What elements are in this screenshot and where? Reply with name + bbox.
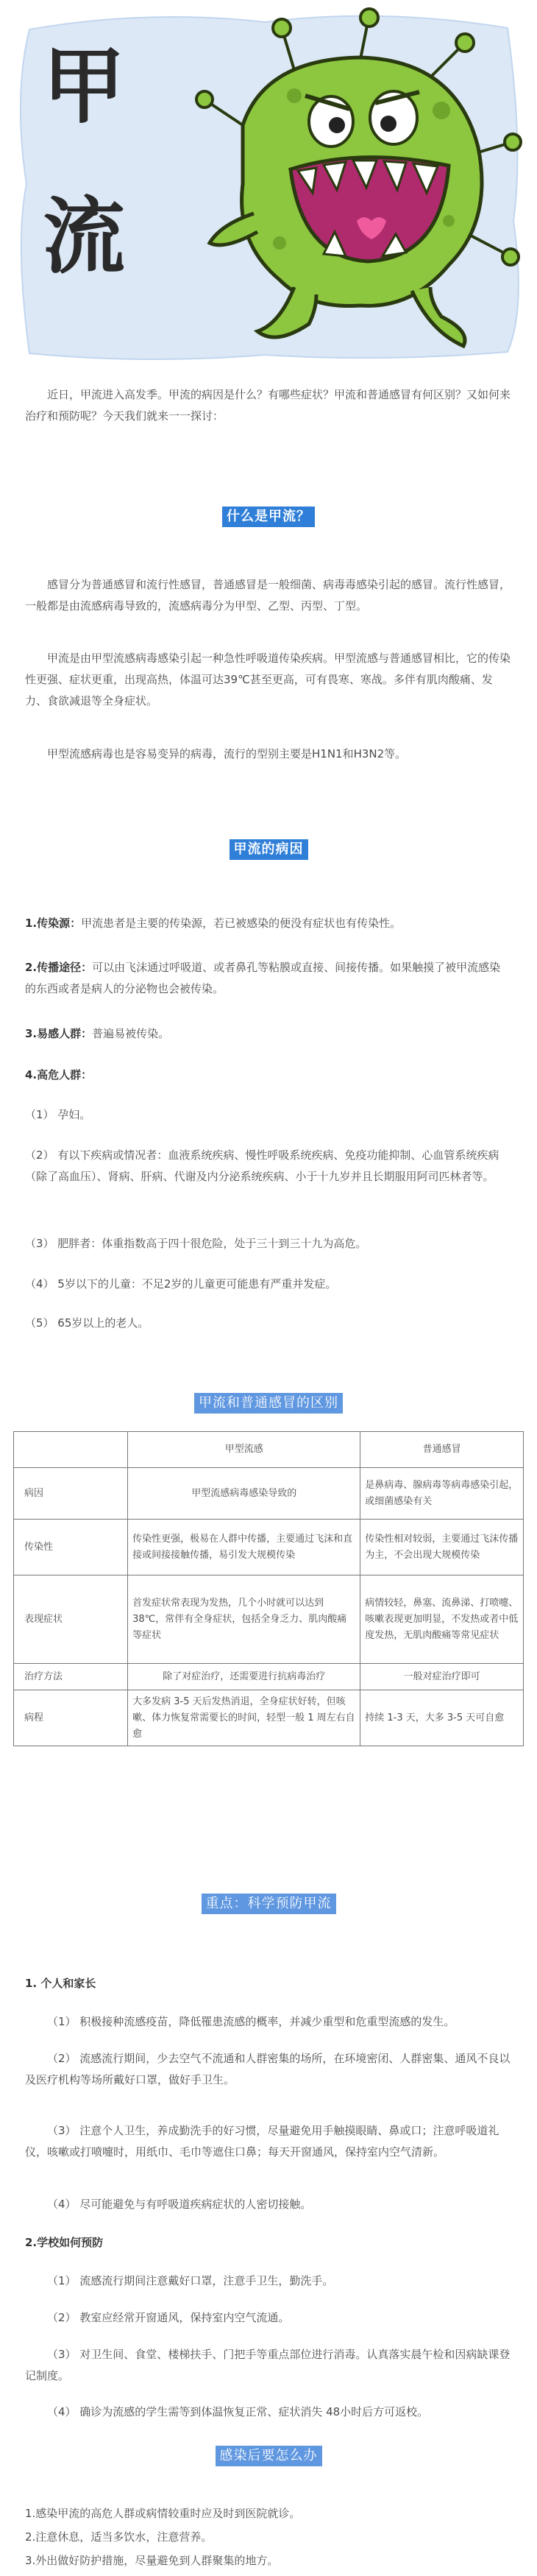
prevent-heading-1: 1. 个人和家长 bbox=[25, 1977, 96, 1990]
section-title: 甲流的病因 bbox=[230, 839, 308, 860]
after-item: 3.外出做好防护措施，尽量避免到人群聚集的地方。 bbox=[25, 2554, 279, 2567]
prevent-item: （2） 教室应经常开窗通风，保持室内空气流通。 bbox=[47, 2311, 290, 2324]
row-cold: 是鼻病毒、腺病毒等病毒感染引起，或细菌感染有关 bbox=[360, 1468, 524, 1520]
section-header-after bbox=[0, 2446, 537, 2466]
prevent-item: （4） 确诊为流感的学生需等到体温恢复正常、症状消失 48小时后方可返校。 bbox=[47, 2405, 429, 2418]
table-header-cold: 普通感冒 bbox=[360, 1432, 524, 1468]
cause-item-2 bbox=[25, 957, 511, 1000]
table-row bbox=[14, 1575, 524, 1664]
intro-paragraph: 近日，甲流进入高发季。甲流的病因是什么？有哪些症状？甲流和普通感冒有何区别？又如何来治疗和预防呢？今天我们就来一一探讨： bbox=[25, 388, 511, 423]
row-label: 病因 bbox=[14, 1468, 128, 1520]
cause-item-1 bbox=[25, 913, 511, 934]
row-label: 病程 bbox=[14, 1690, 128, 1746]
row-label: 传染性 bbox=[14, 1520, 128, 1575]
cause-item-4 bbox=[25, 1065, 511, 1086]
item-label: 1.传染源： bbox=[25, 917, 82, 930]
cause-item-3 bbox=[25, 1023, 511, 1045]
row-label: 表现症状 bbox=[14, 1575, 128, 1664]
row-cold: 病情较轻，鼻塞、流鼻涕、打喷嚏、咳嗽表现更加明显，不发热或者中低度发热，无肌肉酸痛等常见症状 bbox=[360, 1575, 524, 1664]
prevent-heading-2: 2.学校如何预防 bbox=[25, 2236, 104, 2249]
section-header-what bbox=[0, 507, 537, 527]
comparison-table bbox=[13, 1431, 524, 1746]
section-header-cause bbox=[0, 839, 537, 860]
prevent-item: （4） 尽可能避免与有呼吸道疾病症状的人密切接触。 bbox=[47, 2198, 312, 2211]
table-row bbox=[14, 1468, 524, 1520]
prevent-item: （2） 流感流行期间，少去空气不流通和人群密集的场所，在环境密闭、人群密集、通风不良以及医疗机构等场所戴好口罩，做好手卫生。 bbox=[25, 2052, 511, 2086]
row-label: 治疗方法 bbox=[14, 1664, 128, 1690]
section-title: 什么是甲流？ bbox=[222, 507, 315, 527]
prevent-item: （3） 注意个人卫生，养成勤洗手的好习惯，尽量避免用手触摸眼睛、鼻或口；注意呼吸道礼仪，咳嗽或打喷嚏时，用纸巾、毛巾等遮住口鼻；每天开窗通风，保持室内空气清新。 bbox=[25, 2124, 499, 2159]
row-flu: 首发症状常表现为发热，几个小时就可以达到 38℃，常伴有全身症状，包括全身乏力、肌肉酸痛等症状 bbox=[128, 1575, 360, 1664]
row-flu: 甲型流感病毒感染导致的 bbox=[128, 1468, 360, 1520]
row-flu: 大多发病 3-5 天后发热消退，全身症状好转，但咳嗽、体力恢复常需要长的时间，轻型一般 1 周左右自愈 bbox=[128, 1690, 360, 1746]
risk-sub-3: （3） 肥胖者：体重指数高于四十很危险，处于三十到三十九为高危。 bbox=[25, 1237, 367, 1250]
risk-sub-4: （4） 5岁以下的儿童：不足2岁的儿童更可能患有严重并发症。 bbox=[25, 1277, 337, 1291]
table-row bbox=[14, 1520, 524, 1575]
section-header-prevent bbox=[0, 1894, 537, 1914]
section-title: 感染后要怎么办 bbox=[216, 2446, 322, 2466]
item-label: 4.高危人群： bbox=[25, 1068, 93, 1081]
row-cold: 传染性相对较弱，主要通过飞沫传播为主，不会出现大规模传染 bbox=[360, 1520, 524, 1575]
item-label: 2.传播途径： bbox=[25, 961, 93, 974]
hero-char-liu: 流 bbox=[43, 188, 125, 285]
section-title: 重点：科学预防甲流 bbox=[202, 1894, 336, 1914]
risk-sub-1: （1） 孕妇。 bbox=[25, 1108, 91, 1121]
table-header-row bbox=[14, 1432, 524, 1468]
prevent-item: （1） 积极接种流感疫苗，降低罹患流感的概率，并减少重型和危重型流感的发生。 bbox=[47, 2015, 455, 2028]
row-flu: 除了对症治疗，还需要进行抗病毒治疗 bbox=[128, 1664, 360, 1690]
risk-sub-5: （5） 65岁以上的老人。 bbox=[25, 1316, 149, 1330]
what-paragraph-3: 甲型流感病毒也是容易变异的病毒，流行的型别主要是H1N1和H3N2等。 bbox=[47, 747, 407, 761]
section-title: 甲流和普通感冒的区别 bbox=[194, 1393, 343, 1414]
item-text: 甲流患者是主要的传染源，若已被感染的便没有症状也有传染性。 bbox=[81, 917, 402, 930]
row-flu: 传染性更强，极易在人群中传播，主要通过飞沫和直接或间接接触传播，易引发大规模传染 bbox=[128, 1520, 360, 1575]
table-header-flu: 甲型流感 bbox=[128, 1432, 360, 1468]
after-item: 1.感染甲流的高危人群或病情较重时应及时到医院就诊。 bbox=[25, 2507, 301, 2520]
what-paragraph-1: 感冒分为普通感冒和流行性感冒，普通感冒是一般细菌、病毒毒感染引起的感冒。流行性感冒，一般都是由流感病毒导致的，流感病毒分为甲型、乙型、丙型、丁型。 bbox=[25, 578, 511, 613]
hero-illustration bbox=[0, 0, 537, 368]
table-header-empty bbox=[14, 1432, 128, 1468]
what-paragraph-2: 甲流是由甲型流感病毒感染引起一种急性呼吸道传染疾病。甲型流感与普通感冒相比，它的传染性更强、症状更重，出现高热，体温可达39℃甚至更高，可有畏寒、寒战。多伴有肌肉酸痛、发力、食欲减退等全身症状。 bbox=[25, 652, 511, 707]
risk-sub-2: （2） 有以下疾病或情况者：血液系统疾病、慢性呼吸系统疾病、免疫功能抑制、心血管系统疾病（除了高血压）、肾病、肝病、代谢及内分泌系统疾病、小于十九岁并且长期服用阿司匹林者等。 bbox=[25, 1148, 499, 1183]
item-text: 可以由飞沫通过呼吸道、或者鼻孔等粘膜或直接、间接传播。如果触摸了被甲流感染的东西或者是病人的分泌物也会被传染。 bbox=[25, 961, 501, 995]
prevent-item: （1） 流感流行期间注意戴好口罩，注意手卫生，勤洗手。 bbox=[47, 2274, 334, 2287]
section-header-diff bbox=[0, 1393, 537, 1414]
item-label: 3.易感人群： bbox=[25, 1027, 93, 1040]
prevent-item: （3） 对卫生间、食堂、楼梯扶手、门把手等重点部位进行消毒。认真落实晨午检和因病缺课登记制度。 bbox=[25, 2348, 511, 2382]
row-cold: 持续 1-3 天，大多 3-5 天可自愈 bbox=[360, 1690, 524, 1746]
row-cold: 一般对症治疗即可 bbox=[360, 1664, 524, 1690]
table-row bbox=[14, 1664, 524, 1690]
table-row bbox=[14, 1690, 524, 1746]
after-item: 2.注意休息，适当多饮水，注意营养。 bbox=[25, 2530, 213, 2544]
hero-char-jia: 甲 bbox=[43, 38, 125, 135]
item-text: 普遍易被传染。 bbox=[92, 1027, 170, 1040]
